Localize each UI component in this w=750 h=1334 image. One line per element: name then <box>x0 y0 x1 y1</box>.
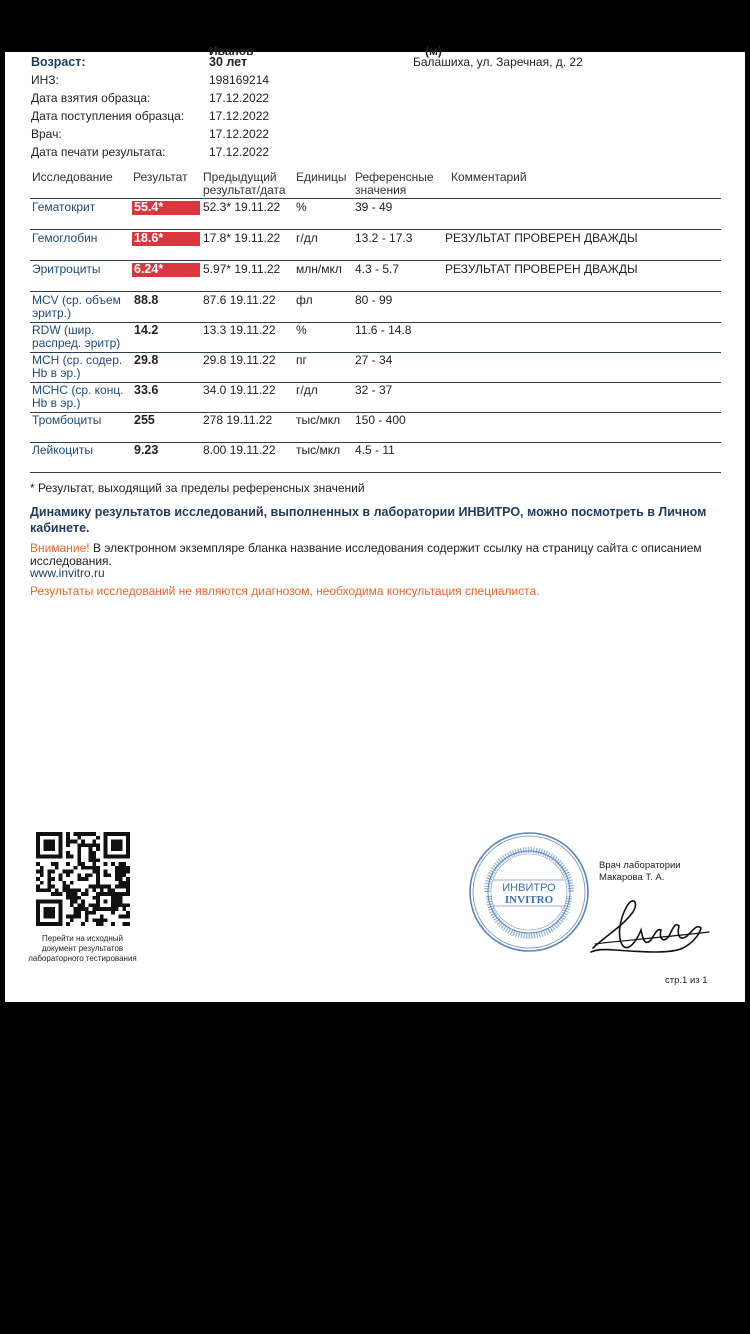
disclaimer: Результаты исследований не являются диагнозом, необходима консультация специалиста. <box>30 584 540 598</box>
page-number: стр.1 из 1 <box>665 975 708 986</box>
table-row <box>30 261 721 292</box>
previous-result: 34.0 19.11.22 <box>203 383 276 397</box>
test-name-link[interactable]: Тромбоциты <box>32 413 102 427</box>
cut-text-left: Иванов <box>209 44 254 58</box>
units: тыс/мкл <box>296 413 341 427</box>
test-name-link[interactable]: Гематокрит <box>32 200 96 214</box>
units: % <box>296 323 307 337</box>
previous-result: 52.3* 19.11.22 <box>203 200 281 214</box>
result-value: 255 <box>134 413 155 427</box>
field-label-inz: ИНЗ: <box>31 73 59 87</box>
stamp-center-en: INVITRO <box>504 894 554 906</box>
test-name-link[interactable]: MCHC (ср. конц. Hb в эр.) <box>32 383 124 410</box>
col-header-previous: Предыдущий результат/дата <box>203 170 286 197</box>
table-row <box>30 292 721 323</box>
reference-range: 27 - 34 <box>355 353 393 367</box>
units: пг <box>296 353 307 367</box>
test-name-link[interactable]: Гемоглобин <box>32 231 98 245</box>
result-value: 33.6 <box>134 383 159 397</box>
field-label-doctor: Врач: <box>31 127 62 141</box>
previous-result: 278 19.11.22 <box>203 413 273 427</box>
test-name-link[interactable]: MCV (ср. объем эритр.) <box>32 293 121 320</box>
field-value-print-date: 17.12.2022 <box>209 145 270 159</box>
units: млн/мкл <box>296 262 342 276</box>
reference-range: 4.5 - 11 <box>355 443 395 457</box>
table-row <box>30 199 721 230</box>
comment: РЕЗУЛЬТАТ ПРОВЕРЕН ДВАЖДЫ <box>445 231 638 245</box>
site-link[interactable]: www.invitro.ru <box>30 566 105 580</box>
previous-result: 87.6 19.11.22 <box>203 293 276 307</box>
field-label-print-date: Дата печати результата: <box>31 145 166 159</box>
units: г/дл <box>296 231 318 245</box>
attention-text: В электронном экземпляре бланка название исследования содержит ссылку на страницу сайта с описанием исследования. <box>30 541 702 568</box>
field-label-receipt-date: Дата поступления образца: <box>31 109 185 123</box>
previous-result: 5.97* 19.11.22 <box>203 262 281 276</box>
col-header-units: Единицы <box>296 170 347 184</box>
comment: РЕЗУЛЬТАТ ПРОВЕРЕН ДВАЖДЫ <box>445 262 638 276</box>
col-header-comment: Комментарий <box>451 170 527 184</box>
result-value: 14.2 <box>134 323 159 337</box>
result-value: 9.23 <box>134 443 159 457</box>
age-label: Возраст: <box>31 55 86 69</box>
col-header-result: Результат <box>133 170 188 184</box>
test-name-link[interactable]: Лейкоциты <box>32 443 94 457</box>
result-value-flagged: 55.4* <box>132 201 200 215</box>
col-header-test: Исследование <box>32 170 113 184</box>
address: Балашиха, ул. Заречная, д. 22 <box>413 55 583 69</box>
lab-stamp <box>467 830 591 954</box>
field-value-receipt-date: 17.12.2022 <box>209 109 270 123</box>
qr-code[interactable] <box>36 832 130 926</box>
test-name-link[interactable]: RDW (шир. распред. эритр) <box>32 323 121 350</box>
previous-result: 29.8 19.11.22 <box>203 353 276 367</box>
previous-result: 17.8* 19.11.22 <box>203 231 281 245</box>
result-value: 88.8 <box>134 293 159 307</box>
units: г/дл <box>296 383 318 397</box>
previous-result: 13.3 19.11.22 <box>203 323 276 337</box>
table-row <box>30 442 721 473</box>
table-row <box>30 382 721 413</box>
doctor-name: Макарова Т. А. <box>599 872 665 883</box>
doctor-block <box>599 860 681 884</box>
test-name-link[interactable]: MCH (ср. содер. Hb в эр.) <box>32 353 123 380</box>
units: % <box>296 200 307 214</box>
stamp-center-ru: ИНВИТРО <box>502 882 556 894</box>
field-label-sample-date: Дата взятия образца: <box>31 91 151 105</box>
col-header-reference: Референсные значения <box>355 170 434 197</box>
table-row <box>30 412 721 443</box>
table-row <box>30 352 721 383</box>
test-name-link[interactable]: Эритроциты <box>32 262 101 276</box>
dynamics-note: Динамику результатов исследований, выполненных в лаборатории ИНВИТРО, можно посмотреть в Личном кабинете. <box>30 505 707 535</box>
field-value-sample-date: 17.12.2022 <box>209 91 270 105</box>
units: фл <box>296 293 313 307</box>
reference-range: 11.6 - 14.8 <box>355 323 412 337</box>
units: тыс/мкл <box>296 443 341 457</box>
attention-label: Внимание! <box>30 541 90 555</box>
result-value-flagged: 18.6* <box>132 232 200 246</box>
field-value-doctor: 17.12.2022 <box>209 127 270 141</box>
previous-result: 8.00 19.11.22 <box>203 443 276 457</box>
cut-text-right: (м) <box>425 44 442 58</box>
reference-range: 4.3 - 5.7 <box>355 262 400 276</box>
age-value: 30 лет <box>209 55 248 69</box>
report-sheet <box>5 44 745 1002</box>
field-value-inz: 198169214 <box>209 73 270 87</box>
reference-range: 150 - 400 <box>355 413 406 427</box>
signature <box>587 890 717 962</box>
result-value-flagged: 6.24* <box>132 263 200 277</box>
reference-range: 13.2 - 17.3 <box>355 231 413 245</box>
qr-caption: Перейти на исходный документ результатов лабораторного тестирования <box>28 934 137 963</box>
reference-range: 39 - 49 <box>355 200 393 214</box>
table-row <box>30 230 721 261</box>
reference-range: 80 - 99 <box>355 293 393 307</box>
footnote: * Результат, выходящий за пределы референсных значений <box>30 481 365 495</box>
attention-note <box>30 542 730 568</box>
result-value: 29.8 <box>134 353 159 367</box>
reference-range: 32 - 37 <box>355 383 393 397</box>
doctor-title: Врач лаборатории <box>599 860 681 871</box>
table-row <box>30 322 721 353</box>
